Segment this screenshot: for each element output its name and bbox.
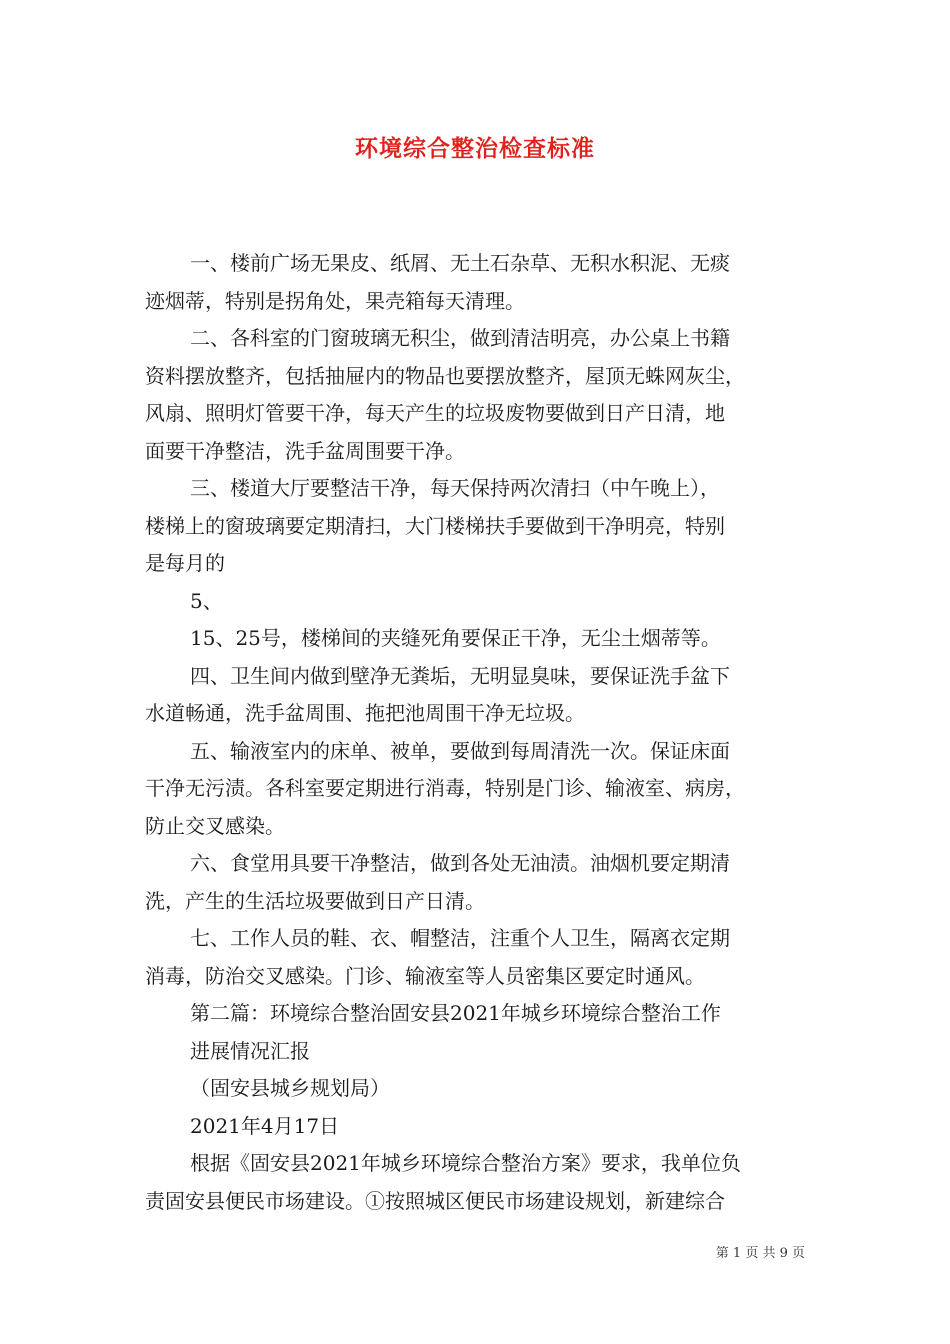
paragraph-line: 五、输液室内的床单、被单，要做到每周清洗一次。保证床面 (190, 738, 730, 763)
document-body (145, 245, 817, 1220)
section-heading-line: 进展情况汇报 (190, 1038, 310, 1063)
paragraph-line: 消毒，防治交叉感染。门诊、输液室等人员密集区要定时通风。 (145, 963, 705, 988)
page-number-footer: 第 1 页 共 9 页 (715, 1246, 805, 1261)
paragraph-line: 风扇、照明灯管要干净，每天产生的垃圾废物要做到日产日清，地 (145, 401, 725, 425)
date-line: 2021年4月17日 (190, 1113, 340, 1138)
paragraph-line: 根据《固安县2021年城乡环境综合整治方案》要求，我单位负 (190, 1151, 741, 1175)
paragraph-line: 一、楼前广场无果皮、纸屑、无土石杂草、无积水积泥、无痰 (190, 251, 730, 275)
paragraph-line: 防止交叉感染。 (145, 813, 285, 838)
paragraph-line: 洗，产生的生活垃圾要做到日产日清。 (145, 888, 485, 913)
paragraph-line: 5、 (190, 588, 223, 613)
paragraph-line: 水道畅通，洗手盆周围、拖把池周围干净无垃圾。 (145, 701, 585, 725)
paragraph-line: 15、25号，楼梯间的夹缝死角要保正干净，无尘土烟蒂等。 (190, 626, 721, 650)
paragraph-line: 迹烟蒂，特别是拐角处，果壳箱每天清理。 (145, 288, 525, 313)
paragraph-line: 四、卫生间内做到壁净无粪垢，无明显臭味，要保证洗手盆下 (190, 663, 730, 688)
paragraph-line: 二、各科室的门窗玻璃无积尘，做到清洁明亮，办公桌上书籍 (190, 326, 730, 350)
paragraph-line: 楼梯上的窗玻璃要定期清扫，大门楼梯扶手要做到干净明亮，特别 (145, 513, 725, 538)
section-heading-line: 第二篇：环境综合整治固安县2021年城乡环境综合整治工作 (190, 1001, 721, 1025)
paragraph-line: 七、工作人员的鞋、衣、帽整洁，注重个人卫生，隔离衣定期 (190, 926, 730, 950)
paragraph-line: 六、食堂用具要干净整洁，做到各处无油渍。油烟机要定期清 (190, 851, 730, 875)
paragraph-line: 三、楼道大厅要整洁干净，每天保持两次清扫（中午晚上）， (190, 476, 720, 500)
author-line: （固安县城乡规划局） (190, 1076, 390, 1100)
paragraph-line: 干净无污渍。各科室要定期进行消毒，特别是门诊、输液室、病房， (145, 776, 745, 800)
paragraph-line: 面要干净整洁，洗手盆周围要干净。 (145, 438, 465, 463)
paragraph-line: 是每月的 (145, 551, 225, 575)
document-title: 环境综合整治检查标准 (355, 135, 595, 162)
paragraph-line: 资料摆放整齐，包括抽屉内的物品也要摆放整齐，屋顶无蛛网灰尘， (145, 363, 745, 388)
paragraph-line: 责固安县便民市场建设。①按照城区便民市场建设规划，新建综合 (145, 1188, 725, 1213)
